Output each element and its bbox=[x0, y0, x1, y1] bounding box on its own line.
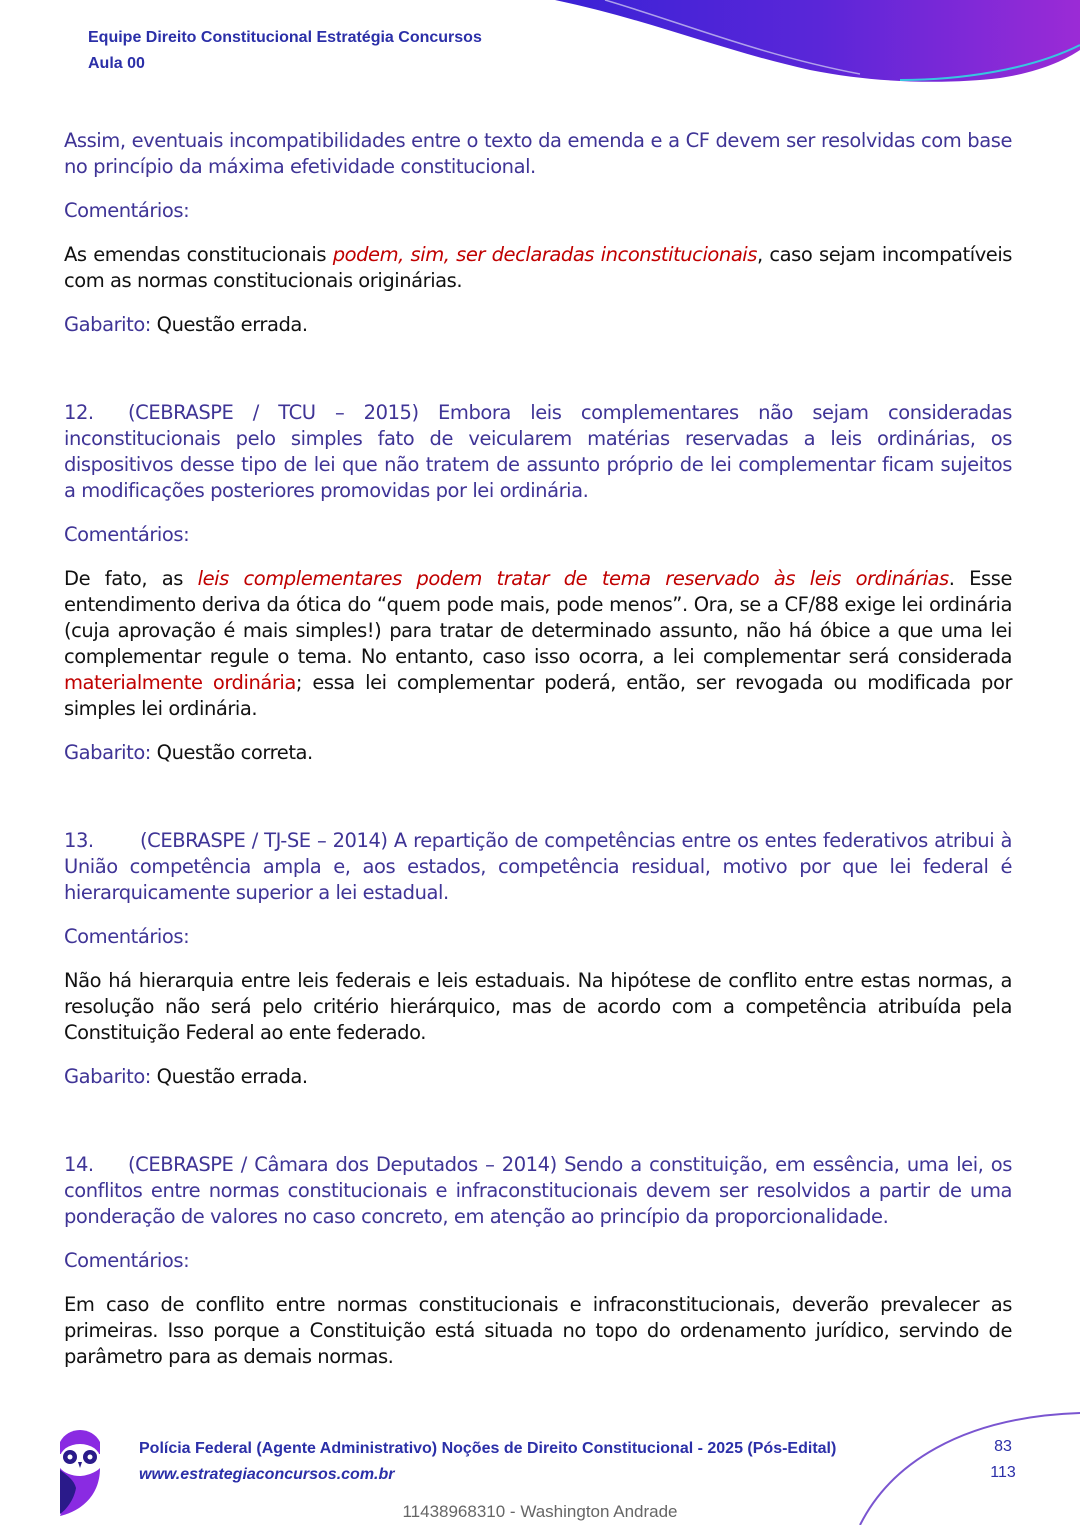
watermark: 11438968310 - Washington Andrade bbox=[402, 1502, 678, 1521]
comments-label: Comentários: bbox=[64, 199, 190, 222]
question-13-answer: Não há hierarquia entre leis federais e leis estaduais. Na hipótese de conflito entre estas normas, a resolução não será pelo critério hierárquico, mas de acordo com a competência atribuída pela Constituição Federal ao ente federado. bbox=[64, 969, 1012, 1044]
footer-website-link[interactable]: www.estrategiaconcursos.com.br bbox=[139, 1466, 395, 1483]
question-13-gabarito: Gabarito: Questão errada. bbox=[64, 1065, 308, 1088]
comments-label: Comentários: bbox=[64, 523, 190, 546]
question-14-statement: 14. (CEBRASPE / Câmara dos Deputados – 2014) Sendo a constituição, em essência, uma lei, os conflitos entre normas constitucionais e infraconstitucionais devem ser resolvidos a partir de uma ponderação de valores no caso concreto, em atenção ao princípio da proporcionalidade. bbox=[64, 1153, 1012, 1228]
question-12-statement: 12. (CEBRASPE / TCU – 2015) Embora leis complementares não sejam consideradas inconstitucionais pelo simples fato de veicularem matérias reservadas a leis ordinárias, os dispositivos desse tipo de lei que não tratem de assunto próprio de lei complementar ficam sujeitos a modificações posteriores promovidas por lei ordinária. bbox=[64, 401, 1012, 502]
question-11-gabarito: Gabarito: Questão errada. bbox=[64, 313, 308, 336]
question-number: 14. bbox=[64, 1153, 94, 1176]
answer-emphasis: podem, sim, ser declaradas inconstitucionais bbox=[332, 243, 757, 266]
page-current: 83 bbox=[994, 1438, 1012, 1455]
question-number: 13. bbox=[64, 829, 94, 852]
answer-emphasis: leis complementares podem tratar de tema reservado às leis ordinárias bbox=[197, 567, 949, 590]
question-11-tail: Assim, eventuais incompatibilidades entre o texto da emenda e a CF devem ser resolvidas com base no princípio da máxima efetividade constitucional. bbox=[64, 129, 1012, 178]
footer-course-title: Polícia Federal (Agente Administrativo) Noções de Direito Constitucional - 2025 (Pós-Edital) bbox=[139, 1440, 837, 1457]
page-total: 113 bbox=[990, 1464, 1016, 1481]
team-name: Equipe Direito Constitucional Estratégia Concursos bbox=[88, 29, 482, 46]
question-number: 12. bbox=[64, 401, 94, 424]
question-12-answer: De fato, as leis complementares podem tratar de tema reservado às leis ordinárias. Esse entendimento deriva da ótica do “quem pode mais, pode menos”. Ora, se a CF/88 exige lei ordinária (cuja aprovação é mais simples!) para tratar de determinado assunto, não há óbice a que uma lei complementar regule o tema. No entanto, caso isso ocorra, a lei complementar será considerada materialmente ordinária; essa lei complementar poderá, então, ser revogada ou modificada por simples lei ordinária. bbox=[64, 567, 1013, 720]
answer-emphasis: materialmente ordinária bbox=[64, 671, 296, 694]
document-body bbox=[64, 128, 1012, 1370]
comments-label: Comentários: bbox=[64, 1249, 190, 1272]
question-13-statement: 13. (CEBRASPE / TJ-SE – 2014) A repartição de competências entre os entes federativos atribui à União competência ampla e, aos estados, competência residual, motivo por que lei federal é hierarquicamente superior a lei estadual. bbox=[64, 829, 1012, 904]
question-14-answer: Em caso de conflito entre normas constitucionais e infraconstitucionais, deverão prevalecer as primeiras. Isso porque a Constituição está situada no topo do ordenamento jurídico, servindo de parâmetro para as demais normas. bbox=[64, 1293, 1012, 1368]
document-header bbox=[88, 28, 482, 74]
lesson-label: Aula 00 bbox=[88, 55, 145, 72]
question-12-gabarito: Gabarito: Questão correta. bbox=[64, 741, 313, 764]
question-11-answer: As emendas constitucionais podem, sim, ser declaradas inconstitucionais, caso sejam incompatíveis com as normas constitucionais originárias. bbox=[64, 243, 1013, 292]
comments-label: Comentários: bbox=[64, 925, 190, 948]
